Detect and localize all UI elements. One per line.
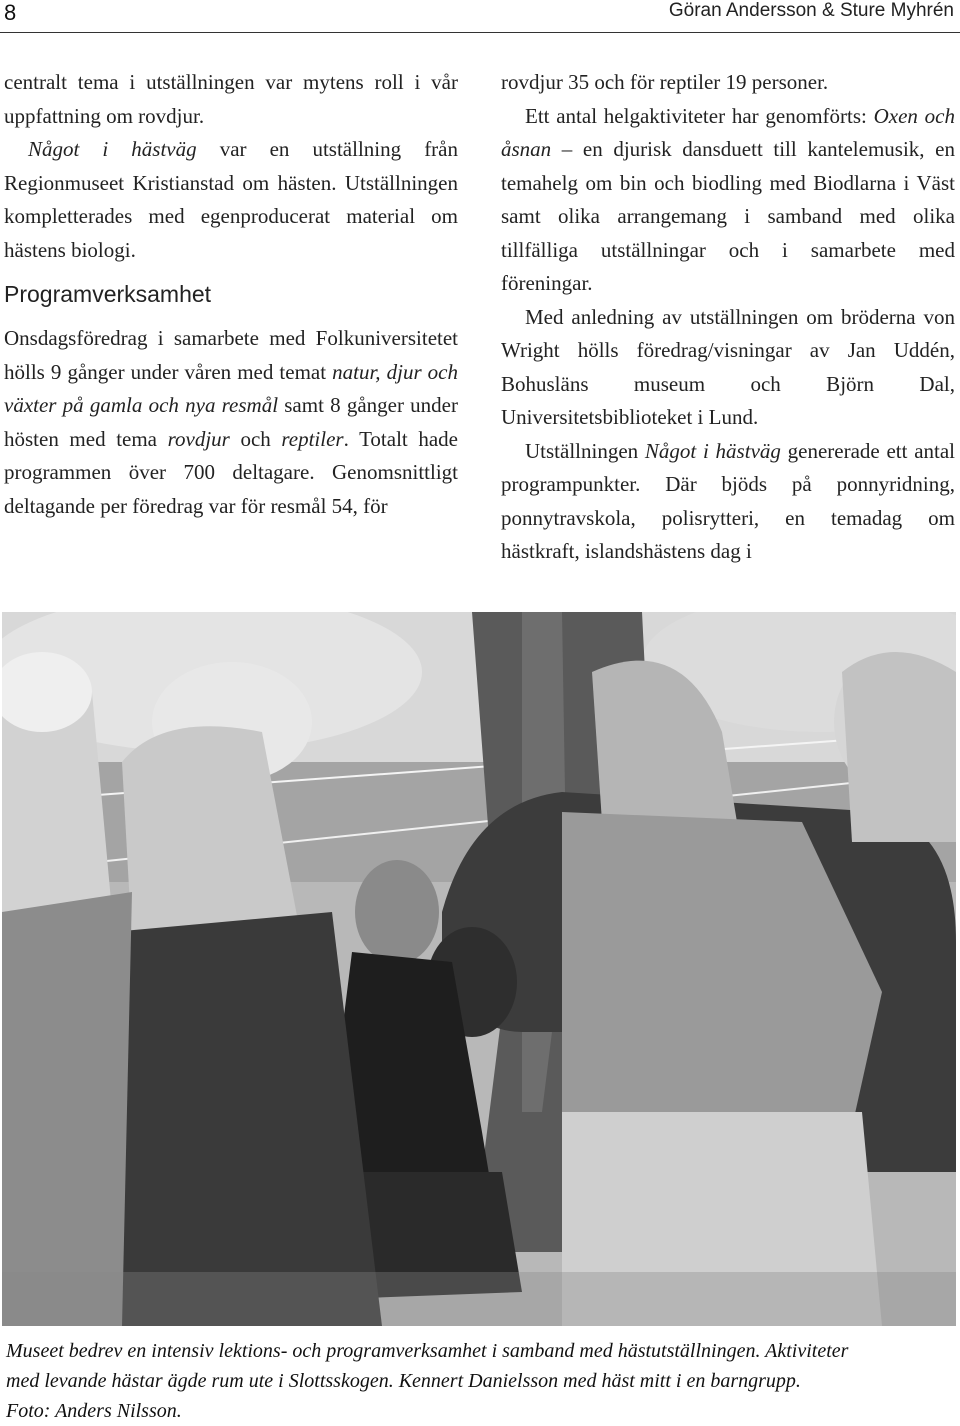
paragraph-weekend-activities: Ett antal helgaktiviteter har genomförts: Oxen och åsnan – en djurisk dansduett till kantelemusik, en temahelg om bin och biodling med Biodlarna i Väst samt olika arrangemang i samband med olika tillfälliga utställningar och i samarbete med föreningar. xyxy=(501,103,955,295)
caption-line: med levande hästar ägde rum ute i Slottsskogen. Kennert Danielsson med häst mitt i en barngrupp. xyxy=(6,1370,801,1392)
caption-photo-credit: Foto: Anders Nilsson. xyxy=(6,1400,182,1422)
paragraph-lectures: Onsdagsföredrag i samarbete med Folkuniversitetet hölls 9 gånger under våren med temat natur, djur och växter på gamla och nya resmål samt 8 gånger under hösten med tema rovdjur och reptiler. Totalt hade programmen över 700 deltagare. Genomsnittligt deltagande per föredrag var för resmål 54, för xyxy=(4,326,458,518)
page-header xyxy=(0,0,960,34)
right-column xyxy=(501,66,955,569)
section-heading: Programverksamhet xyxy=(4,281,212,307)
paragraph-attendance: rovdjur 35 och för reptiler 19 personer. xyxy=(501,70,829,94)
page-number: 8 xyxy=(4,0,17,25)
photo-illustration xyxy=(2,612,956,1326)
paragraph-myth-theme: centralt tema i utställningen var mytens roll i vår uppfattning om rovdjur. xyxy=(4,70,458,128)
paragraph-von-wright: Med anledning av utställningen om bröderna von Wright hölls föredrag/visningar av Jan Uddén, Bohusläns museum och Björn Dal, Universitetsbiblioteket i Lund. xyxy=(501,304,955,429)
left-column xyxy=(4,66,458,523)
photo-caption xyxy=(6,1336,946,1426)
photo-children-with-pony xyxy=(2,612,956,1326)
running-head-authors: Göran Andersson & Sture Myhrén xyxy=(668,0,954,21)
header-rule xyxy=(0,32,960,33)
paragraph-exhibition-horse: Något i hästväg var en utställning från Regionmuseet Kristianstad om hästen. Utställningen kompletterades med egenproducerat material om hästens biologi. xyxy=(4,137,458,262)
exhibition-title: Något i hästväg xyxy=(28,137,197,161)
caption-line: Museet bedrev en intensiv lektions- och programverksamhet i samband med hästutställningen. Aktiviteter xyxy=(6,1340,849,1362)
paragraph-horse-programme: Utställningen Något i hästväg genererade ett antal programpunkter. Där bjöds på ponnyridning, ponnytravskola, polisrytteri, en temadag om hästkraft, islandshästens dag i xyxy=(501,438,956,563)
